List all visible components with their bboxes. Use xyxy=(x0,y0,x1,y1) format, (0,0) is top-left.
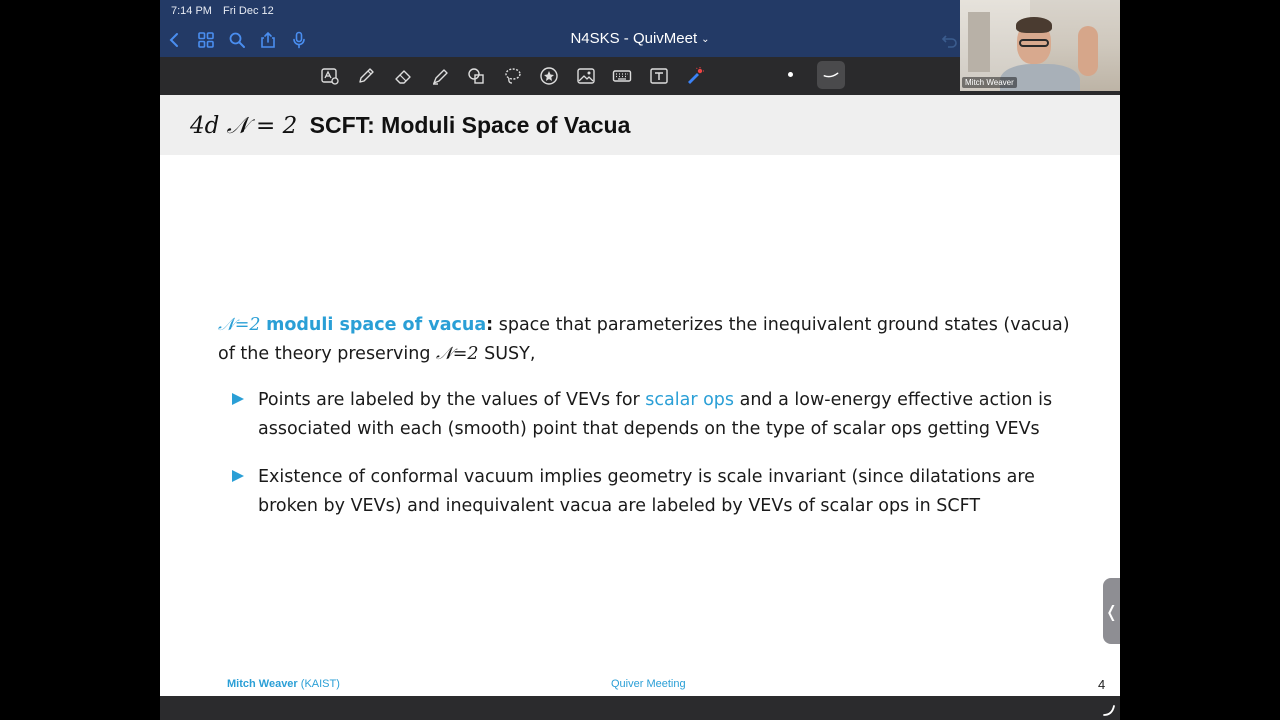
footer-page-number: 4 xyxy=(1098,677,1106,692)
intro-body-2: SUSY, xyxy=(478,344,536,364)
eraser-icon[interactable] xyxy=(391,64,415,88)
slide-title-math: 4d 𝒩 = 2 xyxy=(190,113,298,139)
bullet-text-pre: Existence of conformal vacuum implies geometry is scale invariant (since dilatations are broken by VEVs) and inequivalent vacua are labeled by VEVs of scalar ops in SCFT xyxy=(258,467,1035,516)
bullet-text-post: and a low-energy effective action is associated with each (smooth) point that depends on the type of scalar ops getting VEVs xyxy=(258,390,1053,439)
lasso-text-icon[interactable] xyxy=(318,64,342,88)
bullet-item xyxy=(230,386,1070,444)
participant-video[interactable] xyxy=(960,0,1120,91)
intro-body-math: 𝒩=2 xyxy=(436,344,479,364)
document-title-text: N4SKS - QuivMeet xyxy=(570,30,698,47)
bullet-triangle-icon xyxy=(232,393,244,405)
participant-glasses xyxy=(1019,39,1049,47)
status-time: 7:14 PM xyxy=(171,5,212,17)
side-panel-tab[interactable]: ❬ xyxy=(1103,578,1120,644)
intro-colon: : xyxy=(486,315,494,335)
curve-stroke-icon xyxy=(822,70,840,80)
bullet-triangle-icon xyxy=(232,470,244,482)
footer-affiliation: (KAIST) xyxy=(297,678,340,690)
stroke-dot-option[interactable] xyxy=(788,72,793,77)
status-date: Fri Dec 12 xyxy=(223,5,274,17)
bullet-highlight: scalar ops xyxy=(645,390,735,410)
slide-header xyxy=(160,95,1120,155)
status-bar xyxy=(171,5,282,17)
bottom-bar xyxy=(160,696,1120,720)
pen-icon[interactable] xyxy=(354,64,378,88)
footer-author xyxy=(227,678,340,690)
stroke-style-button[interactable] xyxy=(817,61,845,89)
ipad-screen xyxy=(160,0,1120,720)
undo-icon[interactable] xyxy=(940,31,960,51)
image-icon[interactable] xyxy=(574,64,598,88)
bullet-item xyxy=(230,463,1070,521)
footer-meeting: Quiver Meeting xyxy=(611,678,686,690)
keyboard-icon[interactable] xyxy=(610,64,634,88)
lasso-icon[interactable] xyxy=(501,64,525,88)
chevron-down-icon: ⌄ xyxy=(701,33,710,45)
slide-bullets xyxy=(230,386,1070,540)
participant-hair xyxy=(1016,17,1052,33)
slide-title-text: SCFT: Moduli Space of Vacua xyxy=(309,112,631,138)
intro-body-1: space that parameterizes the inequivalent ground states (vacua) of the theory preserving xyxy=(218,315,1070,364)
video-door xyxy=(968,12,990,72)
sticker-icon[interactable] xyxy=(537,64,561,88)
highlighter-icon[interactable] xyxy=(428,64,452,88)
text-box-icon[interactable] xyxy=(647,64,671,88)
participant-hand xyxy=(1078,26,1098,76)
laser-pointer-icon[interactable] xyxy=(682,64,706,88)
slide-footer xyxy=(160,676,1120,694)
resize-handle-icon[interactable] xyxy=(1102,703,1116,717)
participant-name: Mitch Weaver xyxy=(962,77,1017,88)
slide-intro xyxy=(218,311,1078,369)
intro-term: moduli space of vacua xyxy=(266,315,487,335)
footer-author-name: Mitch Weaver xyxy=(227,678,298,690)
slide-title xyxy=(190,112,630,139)
intro-term-math: 𝒩=2 xyxy=(218,315,261,335)
shapes-icon[interactable] xyxy=(464,64,488,88)
bullet-text-pre: Points are labeled by the values of VEVs for xyxy=(258,390,646,410)
